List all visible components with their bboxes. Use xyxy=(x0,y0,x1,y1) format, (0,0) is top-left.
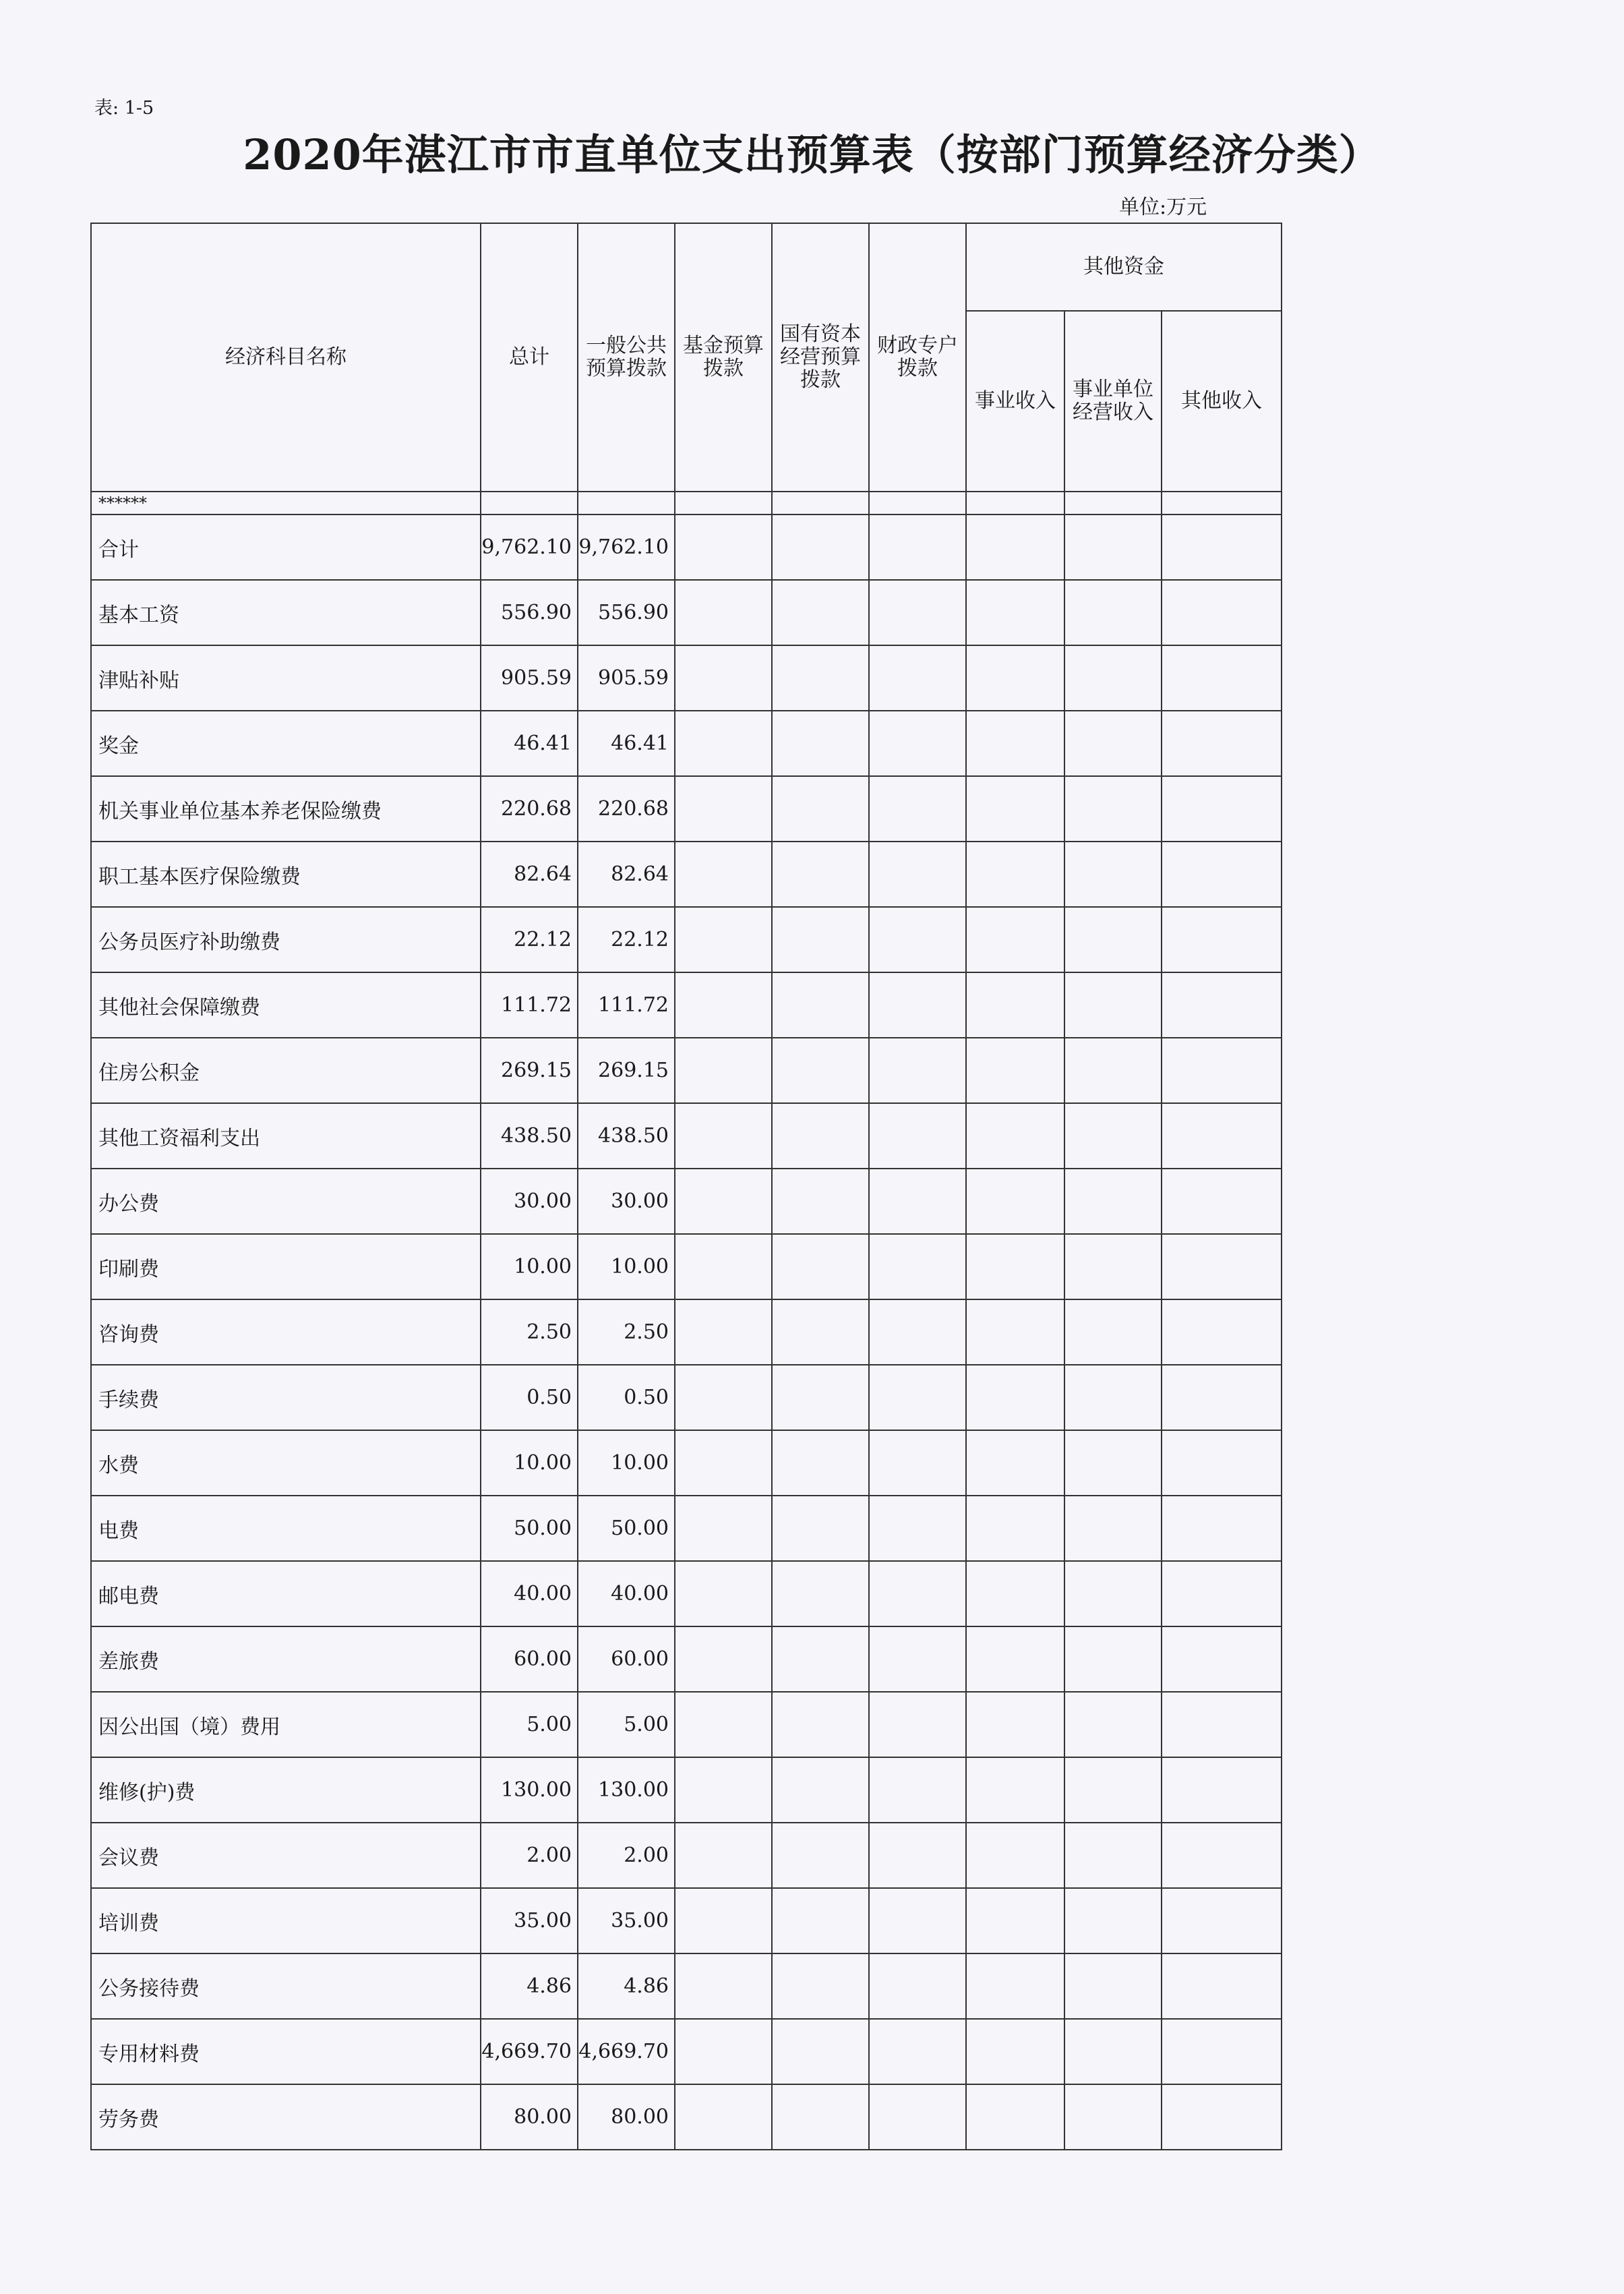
empty-cell xyxy=(1064,2019,1162,2084)
empty-cell xyxy=(1064,1169,1162,1234)
empty-cell xyxy=(1162,645,1282,711)
row-general: 269.15 xyxy=(578,1038,675,1103)
row-name: 邮电费 xyxy=(91,1561,481,1626)
empty-cell xyxy=(772,1169,869,1234)
row-name: 职工基本医疗保险缴费 xyxy=(91,842,481,907)
empty-cell xyxy=(869,776,966,842)
empty-cell xyxy=(772,972,869,1038)
empty-cell xyxy=(1064,776,1162,842)
row-total: 111.72 xyxy=(481,972,578,1038)
empty-cell xyxy=(869,711,966,776)
empty-cell xyxy=(675,1038,772,1103)
empty-cell xyxy=(675,1299,772,1365)
empty-cell xyxy=(869,1038,966,1103)
empty-cell xyxy=(675,1169,772,1234)
header-special: 财政专户拨款 xyxy=(869,223,966,492)
empty-cell xyxy=(675,1561,772,1626)
header-business-unit-income: 事业单位经营收入 xyxy=(1064,311,1162,492)
row-total: 5.00 xyxy=(481,1692,578,1757)
empty-cell xyxy=(869,1169,966,1234)
row-name: 住房公积金 xyxy=(91,1038,481,1103)
empty-cell xyxy=(966,1888,1064,1953)
row-total: 10.00 xyxy=(481,1430,578,1496)
empty-cell xyxy=(1162,1626,1282,1692)
row-general: 556.90 xyxy=(578,580,675,645)
empty-cell xyxy=(1162,1823,1282,1888)
empty-cell xyxy=(1162,1430,1282,1496)
row-general: 80.00 xyxy=(578,2084,675,2150)
row-name: 维修(护)费 xyxy=(91,1757,481,1823)
empty-cell xyxy=(772,2084,869,2150)
empty-cell xyxy=(966,972,1064,1038)
row-total: 35.00 xyxy=(481,1888,578,1953)
empty-cell xyxy=(675,907,772,972)
table-row xyxy=(91,1169,1282,1234)
row-general: 35.00 xyxy=(578,1888,675,1953)
table-row xyxy=(91,1038,1282,1103)
empty-cell xyxy=(675,1823,772,1888)
empty-cell xyxy=(1064,1038,1162,1103)
empty-cell xyxy=(869,1365,966,1430)
row-total: 220.68 xyxy=(481,776,578,842)
empty-cell xyxy=(1064,1299,1162,1365)
empty-cell xyxy=(869,1692,966,1757)
row-total: 4,669.70 xyxy=(481,2019,578,2084)
empty-cell xyxy=(675,776,772,842)
row-total: 556.90 xyxy=(481,580,578,645)
empty-cell xyxy=(772,1103,869,1169)
row-total: 40.00 xyxy=(481,1561,578,1626)
table-row xyxy=(91,514,1282,580)
row-name: 差旅费 xyxy=(91,1626,481,1692)
header-fund: 基金预算拨款 xyxy=(675,223,772,492)
empty-cell xyxy=(966,1365,1064,1430)
empty-cell xyxy=(1064,1430,1162,1496)
row-name: 因公出国（境）费用 xyxy=(91,1692,481,1757)
empty-cell xyxy=(869,1496,966,1561)
empty-cell xyxy=(1064,1365,1162,1430)
empty-cell xyxy=(772,1496,869,1561)
row-general: 46.41 xyxy=(578,711,675,776)
empty-cell xyxy=(1064,1692,1162,1757)
empty-cell xyxy=(1162,1038,1282,1103)
empty-cell xyxy=(1064,1953,1162,2019)
empty-cell xyxy=(869,1234,966,1299)
row-total: 130.00 xyxy=(481,1757,578,1823)
document-title: 2020年湛江市市直单位支出预算表（按部门预算经济分类） xyxy=(243,130,1381,179)
row-general: 22.12 xyxy=(578,907,675,972)
table-row xyxy=(91,1692,1282,1757)
empty-cell xyxy=(1162,1103,1282,1169)
row-total: 10.00 xyxy=(481,1234,578,1299)
empty-cell xyxy=(772,580,869,645)
empty-cell xyxy=(1162,1692,1282,1757)
empty-cell xyxy=(772,1038,869,1103)
empty-cell xyxy=(772,1757,869,1823)
row-general: 40.00 xyxy=(578,1561,675,1626)
empty-cell xyxy=(1162,514,1282,580)
empty-cell xyxy=(1064,2084,1162,2150)
empty-cell xyxy=(966,776,1064,842)
row-general: 4,669.70 xyxy=(578,2019,675,2084)
empty-cell xyxy=(1162,1299,1282,1365)
row-general: 60.00 xyxy=(578,1626,675,1692)
row-name: 水费 xyxy=(91,1430,481,1496)
empty-cell xyxy=(1162,776,1282,842)
empty-cell xyxy=(966,1169,1064,1234)
header-state-capital: 国有资本经营预算拨款 xyxy=(772,223,869,492)
row-general: 82.64 xyxy=(578,842,675,907)
empty-cell xyxy=(1162,2084,1282,2150)
empty-cell xyxy=(772,1626,869,1692)
empty-cell xyxy=(1064,842,1162,907)
row-total: 50.00 xyxy=(481,1496,578,1561)
row-general: 0.50 xyxy=(578,1365,675,1430)
row-general: 2.00 xyxy=(578,1823,675,1888)
empty-cell xyxy=(869,1626,966,1692)
row-general: 220.68 xyxy=(578,776,675,842)
unit-label: 单位:万元 xyxy=(1119,196,1207,219)
table-row xyxy=(91,907,1282,972)
table-row xyxy=(91,645,1282,711)
empty-cell xyxy=(1162,580,1282,645)
row-general: 9,762.10 xyxy=(578,514,675,580)
table-row xyxy=(91,776,1282,842)
empty-cell xyxy=(869,1757,966,1823)
row-name: 公务接待费 xyxy=(91,1953,481,2019)
row-general: 438.50 xyxy=(578,1103,675,1169)
empty-cell xyxy=(966,1103,1064,1169)
empty-cell xyxy=(675,1430,772,1496)
table-row xyxy=(91,711,1282,776)
table-row xyxy=(91,1757,1282,1823)
row-total: 0.50 xyxy=(481,1365,578,1430)
empty-cell xyxy=(1162,711,1282,776)
empty-cell xyxy=(966,580,1064,645)
empty-cell xyxy=(675,1757,772,1823)
row-total: 80.00 xyxy=(481,2084,578,2150)
row-general: 30.00 xyxy=(578,1169,675,1234)
empty-cell xyxy=(772,2019,869,2084)
empty-cell xyxy=(675,1496,772,1561)
empty-cell xyxy=(966,645,1064,711)
empty-cell xyxy=(1064,1888,1162,1953)
row-name: 劳务费 xyxy=(91,2084,481,2150)
marker-cell: ****** xyxy=(91,492,481,514)
empty-cell xyxy=(869,645,966,711)
empty-cell xyxy=(772,1234,869,1299)
table-row xyxy=(91,842,1282,907)
row-total: 2.50 xyxy=(481,1299,578,1365)
row-name: 会议费 xyxy=(91,1823,481,1888)
table-row xyxy=(91,2019,1282,2084)
empty-cell xyxy=(869,907,966,972)
row-total: 905.59 xyxy=(481,645,578,711)
empty-cell xyxy=(1064,1234,1162,1299)
row-name: 奖金 xyxy=(91,711,481,776)
empty-cell xyxy=(966,1430,1064,1496)
empty-cell xyxy=(869,2019,966,2084)
row-name: 机关事业单位基本养老保险缴费 xyxy=(91,776,481,842)
empty-cell xyxy=(966,1496,1064,1561)
header-other-income: 其他收入 xyxy=(1162,311,1282,492)
table-row xyxy=(91,972,1282,1038)
empty-cell xyxy=(966,1626,1064,1692)
empty-cell xyxy=(772,645,869,711)
empty-cell xyxy=(772,776,869,842)
row-general: 130.00 xyxy=(578,1757,675,1823)
empty-cell xyxy=(966,1299,1064,1365)
empty-cell xyxy=(869,2084,966,2150)
row-general: 50.00 xyxy=(578,1496,675,1561)
empty-cell xyxy=(1064,907,1162,972)
empty-cell xyxy=(772,1823,869,1888)
empty-cell xyxy=(1064,972,1162,1038)
table-row xyxy=(91,580,1282,645)
empty-cell xyxy=(1064,580,1162,645)
row-name: 印刷费 xyxy=(91,1234,481,1299)
empty-cell xyxy=(675,1692,772,1757)
table-row xyxy=(91,1299,1282,1365)
row-name: 基本工资 xyxy=(91,580,481,645)
empty-cell xyxy=(1064,1626,1162,1692)
table-number: 表: 1-5 xyxy=(94,98,154,119)
empty-cell xyxy=(1162,1496,1282,1561)
empty-cell xyxy=(675,580,772,645)
empty-cell xyxy=(675,645,772,711)
empty-cell xyxy=(966,1757,1064,1823)
empty-cell xyxy=(869,580,966,645)
row-total: 4.86 xyxy=(481,1953,578,2019)
empty-cell xyxy=(772,1299,869,1365)
empty-cell xyxy=(772,1953,869,2019)
row-general: 5.00 xyxy=(578,1692,675,1757)
empty-cell xyxy=(772,711,869,776)
empty-cell xyxy=(675,514,772,580)
budget-table xyxy=(90,223,1282,2150)
empty-cell xyxy=(1162,1365,1282,1430)
row-name: 津贴补贴 xyxy=(91,645,481,711)
row-name: 电费 xyxy=(91,1496,481,1561)
empty-cell xyxy=(966,2019,1064,2084)
table-row xyxy=(91,1103,1282,1169)
empty-cell xyxy=(869,972,966,1038)
table-row xyxy=(91,1430,1282,1496)
row-name: 公务员医疗补助缴费 xyxy=(91,907,481,972)
header-business-income: 事业收入 xyxy=(966,311,1064,492)
row-total: 82.64 xyxy=(481,842,578,907)
row-name: 其他工资福利支出 xyxy=(91,1103,481,1169)
empty-cell xyxy=(869,1823,966,1888)
empty-cell xyxy=(869,1561,966,1626)
empty-cell xyxy=(966,1823,1064,1888)
empty-cell xyxy=(869,514,966,580)
empty-cell xyxy=(1162,907,1282,972)
empty-cell xyxy=(675,2019,772,2084)
empty-cell xyxy=(1064,1757,1162,1823)
empty-cell xyxy=(966,1561,1064,1626)
row-total: 60.00 xyxy=(481,1626,578,1692)
empty-cell xyxy=(1064,711,1162,776)
table-row xyxy=(91,1823,1282,1888)
row-name: 培训费 xyxy=(91,1888,481,1953)
empty-cell xyxy=(966,1953,1064,2019)
row-total: 2.00 xyxy=(481,1823,578,1888)
table-row xyxy=(91,2084,1282,2150)
row-name: 合计 xyxy=(91,514,481,580)
empty-cell xyxy=(869,1103,966,1169)
row-name: 办公费 xyxy=(91,1169,481,1234)
empty-cell xyxy=(1162,1757,1282,1823)
empty-cell xyxy=(869,1888,966,1953)
row-name: 手续费 xyxy=(91,1365,481,1430)
row-total: 438.50 xyxy=(481,1103,578,1169)
empty-cell xyxy=(675,972,772,1038)
empty-cell xyxy=(966,842,1064,907)
empty-cell xyxy=(1064,1561,1162,1626)
row-general: 2.50 xyxy=(578,1299,675,1365)
row-name: 其他社会保障缴费 xyxy=(91,972,481,1038)
empty-cell xyxy=(1064,1496,1162,1561)
empty-cell xyxy=(966,514,1064,580)
table-row xyxy=(91,1888,1282,1953)
empty-cell xyxy=(966,1038,1064,1103)
table-row xyxy=(91,1234,1282,1299)
empty-cell xyxy=(675,1953,772,2019)
empty-cell xyxy=(675,1103,772,1169)
empty-cell xyxy=(966,907,1064,972)
table-row xyxy=(91,1561,1282,1626)
empty-cell xyxy=(966,711,1064,776)
empty-cell xyxy=(966,1692,1064,1757)
empty-cell xyxy=(966,2084,1064,2150)
empty-cell xyxy=(869,1953,966,2019)
empty-cell xyxy=(675,1888,772,1953)
row-general: 10.00 xyxy=(578,1430,675,1496)
empty-cell xyxy=(1064,1103,1162,1169)
empty-cell xyxy=(1162,1561,1282,1626)
empty-cell xyxy=(772,1888,869,1953)
empty-cell xyxy=(966,1234,1064,1299)
empty-cell xyxy=(1162,2019,1282,2084)
table-row xyxy=(91,1496,1282,1561)
row-total: 269.15 xyxy=(481,1038,578,1103)
empty-cell xyxy=(869,842,966,907)
table-row xyxy=(91,1626,1282,1692)
row-total: 30.00 xyxy=(481,1169,578,1234)
marker-row xyxy=(91,492,1282,514)
empty-cell xyxy=(772,514,869,580)
header-general: 一般公共预算拨款 xyxy=(578,223,675,492)
empty-cell xyxy=(1162,1953,1282,2019)
empty-cell xyxy=(675,842,772,907)
empty-cell xyxy=(772,1430,869,1496)
empty-cell xyxy=(772,1561,869,1626)
row-total: 46.41 xyxy=(481,711,578,776)
empty-cell xyxy=(675,1234,772,1299)
empty-cell xyxy=(675,1365,772,1430)
empty-cell xyxy=(772,842,869,907)
empty-cell xyxy=(1162,1888,1282,1953)
header-other-funds: 其他资金 xyxy=(966,223,1282,311)
empty-cell xyxy=(772,907,869,972)
empty-cell xyxy=(1064,645,1162,711)
empty-cell xyxy=(675,1626,772,1692)
row-name: 专用材料费 xyxy=(91,2019,481,2084)
table-row xyxy=(91,1953,1282,2019)
empty-cell xyxy=(675,2084,772,2150)
row-total: 9,762.10 xyxy=(481,514,578,580)
header-total: 总计 xyxy=(481,223,578,492)
empty-cell xyxy=(675,711,772,776)
row-general: 111.72 xyxy=(578,972,675,1038)
empty-cell xyxy=(1064,1823,1162,1888)
header-name: 经济科目名称 xyxy=(91,223,481,492)
row-name: 咨询费 xyxy=(91,1299,481,1365)
empty-cell xyxy=(1162,842,1282,907)
empty-cell xyxy=(772,1692,869,1757)
row-total: 22.12 xyxy=(481,907,578,972)
row-general: 10.00 xyxy=(578,1234,675,1299)
empty-cell xyxy=(772,1365,869,1430)
empty-cell xyxy=(869,1430,966,1496)
table-row xyxy=(91,1365,1282,1430)
empty-cell xyxy=(1162,1169,1282,1234)
row-general: 905.59 xyxy=(578,645,675,711)
row-general: 4.86 xyxy=(578,1953,675,2019)
empty-cell xyxy=(869,1299,966,1365)
empty-cell xyxy=(1162,972,1282,1038)
empty-cell xyxy=(1064,514,1162,580)
empty-cell xyxy=(1162,1234,1282,1299)
